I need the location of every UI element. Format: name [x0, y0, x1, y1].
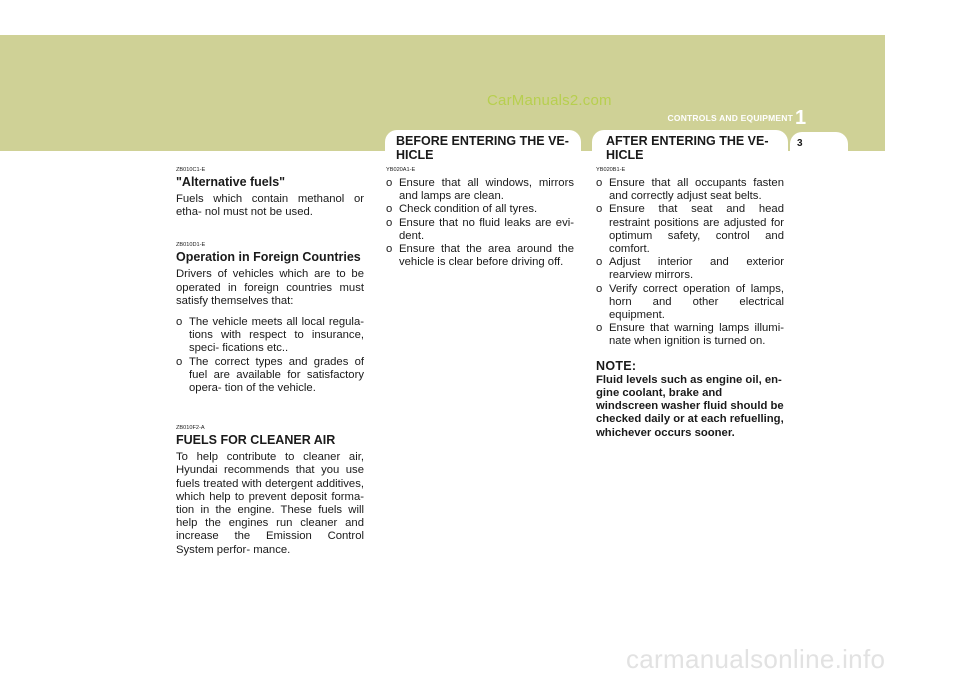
middle-column [386, 166, 574, 269]
section-code: ZB010D1-E [176, 242, 206, 249]
note-title: NOTE: [596, 358, 637, 373]
bullet-mark: o [176, 355, 183, 368]
bullet-mark: o [596, 322, 603, 335]
left-column [176, 166, 364, 557]
list-item: o The vehicle meets all local regula- tions with respect to insurance, speci- fications etc.. [176, 316, 364, 355]
section-code: ZB010C1-E [176, 167, 206, 173]
list-item: o Ensure that warning lamps illumi- nate when ignition is turned on. [596, 322, 784, 348]
bullet-list [596, 177, 784, 349]
bullet-mark: o [386, 177, 393, 189]
bullet-mark: o [596, 282, 603, 295]
bullet-mark: o [596, 177, 603, 189]
paragraph: To help contribute to cleaner air, Hyundai recommends that you use fuels treated with detergent additives, which help to prevent deposit forma- tion in the engine. These fuels will help the engines run cleaner and increase the Emission Control System perfor- mance. [176, 451, 364, 556]
bullet-list [386, 177, 574, 269]
note-body: Fluid levels such as engine oil, en- gine coolant, brake and windscreen washer fluid should be checked daily or at each refuelling, whichever occurs sooner. [596, 373, 784, 439]
bullet-mark: o [176, 316, 183, 329]
section-title-before-entering: BEFORE ENTERING THE VE- HICLE [396, 134, 569, 162]
list-item: o Adjust interior and exterior rearview mirrors. [596, 256, 784, 282]
heading-fuels-cleaner-air: FUELS FOR CLEANER AIR [176, 433, 336, 448]
bullet-mark: o [596, 256, 603, 269]
paragraph: Drivers of vehicles which are to be operated in foreign countries must satisfy themselves that: [176, 268, 364, 307]
list-item: o Ensure that all occupants fasten and correctly adjust seat belts. [596, 177, 784, 203]
watermark-top: CarManuals2.com [487, 92, 612, 109]
list-item: o Verify correct operation of lamps, horn and other electrical equipment. [596, 282, 784, 322]
list-item: o Ensure that seat and head restraint positions are adjusted for optimum safety, control and comfort. [596, 203, 784, 256]
heading-alternative-fuels: "Alternative fuels" [176, 175, 286, 189]
list-item: o The correct types and grades of fuel are available for satisfactory opera- tion of the vehicle. [176, 355, 364, 395]
heading-foreign-countries: Operation in Foreign Countries [176, 250, 361, 265]
page-number: 3 [797, 138, 803, 149]
bullet-mark: o [386, 203, 393, 216]
list-item: o Ensure that all windows, mirrors and lamps are clean. [386, 177, 574, 203]
paragraph: Fuels which contain methanol or etha- nol must not be used. [176, 193, 364, 219]
section-code: ZB010F2-A [176, 425, 205, 432]
bullet-mark: o [386, 216, 393, 229]
list-item: o Ensure that the area around the vehicle is clear before driving off. [386, 243, 574, 269]
bullet-mark: o [596, 203, 603, 216]
chapter-label: CONTROLS AND EQUIPMENT [667, 113, 793, 123]
list-item: o Ensure that no fluid leaks are evi- dent. [386, 216, 574, 242]
list-item: o Check condition of all tyres. [386, 203, 538, 216]
section-code: YB020A1-E [386, 167, 416, 173]
bullet-mark: o [386, 243, 393, 256]
chapter-number: 1 [795, 107, 807, 129]
section-code: YB020B1-E [596, 167, 626, 173]
right-column [596, 166, 784, 440]
bullet-list [176, 316, 364, 395]
watermark-bottom: carmanualsonline.info [626, 644, 886, 674]
section-title-after-entering: AFTER ENTERING THE VE- HICLE [606, 134, 769, 162]
